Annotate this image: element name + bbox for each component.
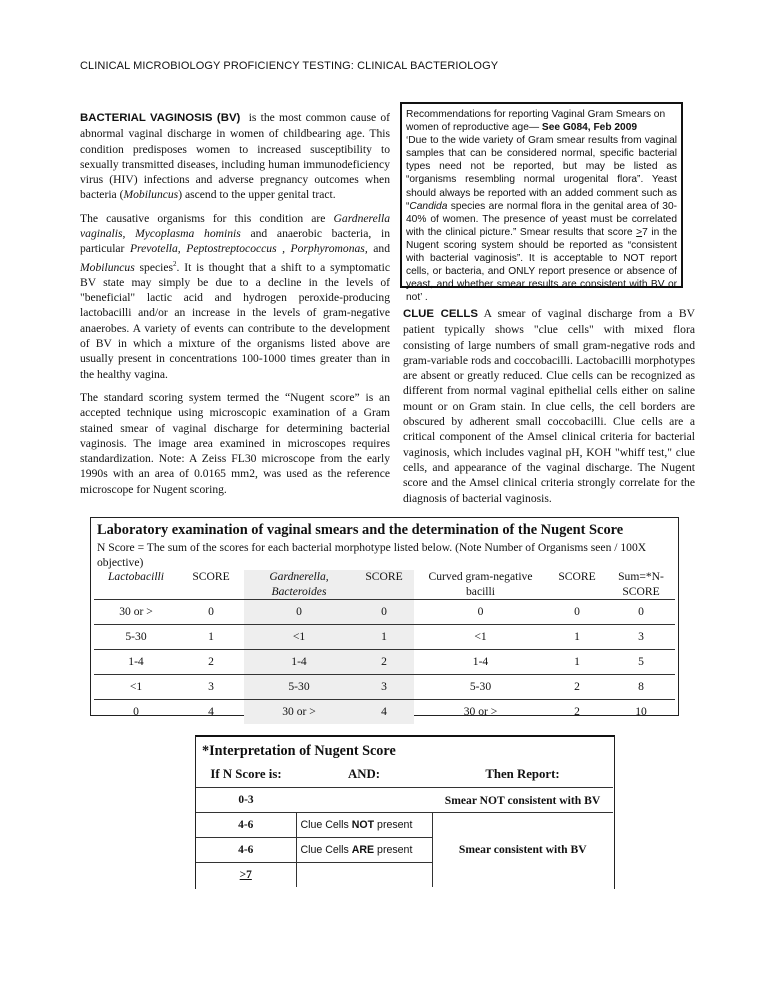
table-cell: <1 xyxy=(414,625,547,650)
table-cell: 4 xyxy=(178,700,244,725)
bv-heading: BACTERIAL VAGINOSIS (BV) xyxy=(80,112,241,124)
table-cell: 5 xyxy=(607,650,675,675)
table-cell: 1-4 xyxy=(244,650,354,675)
nugent-table-grid xyxy=(94,570,675,724)
header-curved-bacilli: Curved gram-negative bacilli xyxy=(428,570,533,598)
nugent-intro-paragraph: The standard scoring system termed the “Nugent score” is an accepted technique using microscopic examination of a Gram stained smear of vaginal discharge for determining bacterial vaginosis. The image area examined in microscopes requires standardization. Note: A Zeiss FL30 microscope from the early 1990s with an area of 0.0165 mm2, was used as the reference microscope for Nugent scoring. xyxy=(80,390,390,496)
header-and: AND: xyxy=(348,766,380,781)
citation-superscript: 2 xyxy=(173,259,177,268)
and-emphasis: ARE xyxy=(351,844,375,856)
recommendations-heading-text: Recommendations for reporting Vaginal Gram Smears on women of reproductive age— xyxy=(406,109,666,134)
and-emphasis: NOT xyxy=(351,819,375,831)
header-sum: Sum=*N-SCORE xyxy=(618,570,664,598)
causative-text-b: and anaerobic bacteria, in particular xyxy=(80,227,390,256)
table-row xyxy=(196,813,613,838)
table-cell: 2 xyxy=(354,650,414,675)
bv-mobiluncus: Mobiluncus xyxy=(123,188,179,202)
interpretation-header-row xyxy=(196,761,613,788)
table-cell: <1 xyxy=(244,625,354,650)
score-gte-7: >7 xyxy=(239,869,252,881)
nugent-table-note: N Score = The sum of the scores for each bacterial morphotype listed below. (Note Number of Organisms seen / 100X objective) xyxy=(97,541,647,569)
and-cell xyxy=(296,863,432,888)
table-cell: 1 xyxy=(354,625,414,650)
causative-text-a: The causative organisms for this condition are xyxy=(80,211,334,225)
header-score-2: SCORE xyxy=(354,570,414,600)
table-cell: 0 xyxy=(178,600,244,625)
table-cell: 4 xyxy=(354,700,414,725)
table-row xyxy=(94,625,675,650)
page-header: CLINICAL MICROBIOLOGY PROFICIENCY TESTING: CLINICAL BACTERIOLOGY xyxy=(80,60,499,72)
nugent-header-row xyxy=(94,570,675,600)
recommendations-body xyxy=(406,134,677,304)
bv-paragraph xyxy=(80,110,390,203)
left-column xyxy=(80,110,390,505)
header-if-score: If N Score is: xyxy=(210,766,282,781)
causative-paragraph xyxy=(80,211,390,382)
recommendations-text-1: ‘Due to the wide variety of Gram smear results from vaginal samples that can be considered normal, specific bacterial types need not be reported, but may be listed as “organisms resembling normal urogenital flora”. Yeast should always be reported with an added comment such as “ xyxy=(406,135,677,212)
and-text: present xyxy=(374,819,413,831)
table-cell: 5-30 xyxy=(94,625,178,650)
clue-cells-section xyxy=(403,306,695,506)
report-consistent: Smear consistent with BV xyxy=(458,843,587,856)
table-cell: 30 or > xyxy=(244,700,354,725)
table-cell: 0 xyxy=(414,600,547,625)
table-row xyxy=(94,675,675,700)
header-score-1: SCORE xyxy=(192,570,230,583)
organisms-3: Mobiluncus xyxy=(80,260,135,274)
table-cell: 5-30 xyxy=(244,675,354,700)
table-cell: 0 xyxy=(94,700,178,725)
causative-text-e: . It is thought that a shift to a symptomatic BV state may simply be due to a decline in the levels of "beneficial" lactic acid and hydrogen peroxide-producing lactobacilli and/or an increase in the levels of gram-negative anaerobes. A variety of events can contribute to the development of BV in which a mixture of the organisms listed above are usually present in concentrations 100-1000 times greater than in the healthy vagina. xyxy=(80,260,390,381)
table-cell: 5-30 xyxy=(414,675,547,700)
report-consistent-cell xyxy=(432,813,613,888)
header-gardnerella: Gardnerella, Bacteroides xyxy=(244,570,354,600)
causative-text-d: species xyxy=(134,260,174,274)
table-cell: 2 xyxy=(547,700,607,725)
recommendations-heading xyxy=(406,108,677,134)
bv-text: is the most common cause of abnormal vaginal discharge in women of childbearing age. This condition predisposes women to increased susceptibility to sexually transmitted diseases, including human immunodeficiency virus (HIV) infections and adverse pregnancy outcomes when bacteria ( xyxy=(80,111,390,202)
table-cell: 0 xyxy=(244,600,354,625)
clue-cells-paragraph xyxy=(403,306,695,506)
and-text: Clue Cells xyxy=(300,844,352,856)
table-cell: 30 or > xyxy=(94,600,178,625)
table-cell: 10 xyxy=(607,700,675,725)
bv-text-end: ) ascend to the upper genital tract. xyxy=(178,188,336,202)
score-cell: 4-6 xyxy=(196,838,296,863)
table-cell: <1 xyxy=(94,675,178,700)
table-cell: 0 xyxy=(354,600,414,625)
score-cell xyxy=(196,863,296,888)
table-cell: 3 xyxy=(607,625,675,650)
table-cell: 1-4 xyxy=(414,650,547,675)
nugent-score-table xyxy=(90,517,679,716)
table-cell: 8 xyxy=(607,675,675,700)
clue-cells-heading: CLUE CELLS xyxy=(403,308,478,320)
organisms-2: Prevotella, Peptostreptococcus , Porphyromonas, xyxy=(129,242,368,256)
table-row xyxy=(94,600,675,625)
score-cell: 0-3 xyxy=(196,788,296,813)
recommendations-text-2: species are normal flora in the genital area of 30-40% of women. The presence of yeast must be correlated with the clinical picture.” Smear results that score xyxy=(406,200,677,238)
organisms-1: Gardnerella vaginalis, Mycoplasma hominis xyxy=(80,211,390,241)
table-cell: 0 xyxy=(607,600,675,625)
clue-cells-text: A smear of vaginal discharge from a BV patient typically shows "clue cells" with mixed flora consisting of large numbers of small gram-negative rods and gram-variable rods and coccobacilli. Lactobacilli morphotypes are absent or greatly reduced. Clue cells can be recognized as different from normal vaginal epithelial cells either on saline mount or on Gram stain. In clue cells, the cell borders are obscured by adherent small coccobacilli. Clue cells are a critical component of the Amsel clinical criteria for bacterial vaginosis, which includes vaginal pH, KOH "whiff test," clue cells, and appearance of the vaginal discharge. The Nugent score and the Amsel clinical criteria strongly correlate for the diagnosis of bacterial vaginosis. xyxy=(403,307,696,505)
table-cell: 1 xyxy=(547,625,607,650)
table-cell: 30 or > xyxy=(414,700,547,725)
table-cell: 3 xyxy=(178,675,244,700)
table-cell: 3 xyxy=(354,675,414,700)
nugent-table-title: Laboratory examination of vaginal smears and the determination of the Nugent Score xyxy=(97,522,624,538)
recommendations-text-3: 7 in the Nugent scoring system should be reported as “consistent with bacterial vaginosis”. It is acceptable to NOT report cells, or bacteria, and ONLY report presence or absence of yeast, and whether smear results are consistent with BV or not’ . xyxy=(406,226,677,304)
interpretation-table xyxy=(195,735,615,889)
table-cell: 1-4 xyxy=(94,650,178,675)
score-cell: 4-6 xyxy=(196,813,296,838)
interpretation-grid xyxy=(196,761,613,887)
header-then-report: Then Report: xyxy=(485,766,560,781)
table-cell: 1 xyxy=(547,650,607,675)
causative-text-c: and xyxy=(367,242,390,256)
table-cell: 1 xyxy=(178,625,244,650)
table-cell: 0 xyxy=(547,600,607,625)
report-not-consistent: Smear NOT consistent with BV xyxy=(432,788,613,813)
and-cell xyxy=(296,838,432,863)
candida-term: Candida xyxy=(409,200,448,212)
and-text: Clue Cells xyxy=(300,819,352,831)
table-cell: 2 xyxy=(547,675,607,700)
table-cell: 2 xyxy=(178,650,244,675)
table-row xyxy=(94,700,675,725)
and-cell xyxy=(296,813,432,838)
table-row xyxy=(94,650,675,675)
interpretation-title: *Interpretation of Nugent Score xyxy=(202,743,396,759)
recommendations-box xyxy=(400,102,683,304)
and-cell xyxy=(296,788,432,813)
header-score-3: SCORE xyxy=(558,570,596,583)
header-lactobacilli: Lactobacilli xyxy=(107,570,165,583)
score-symbol: > xyxy=(636,226,643,238)
and-text: present xyxy=(374,844,413,856)
recommendations-ref: See G084, Feb 2009 xyxy=(541,122,638,134)
table-row xyxy=(196,788,613,813)
